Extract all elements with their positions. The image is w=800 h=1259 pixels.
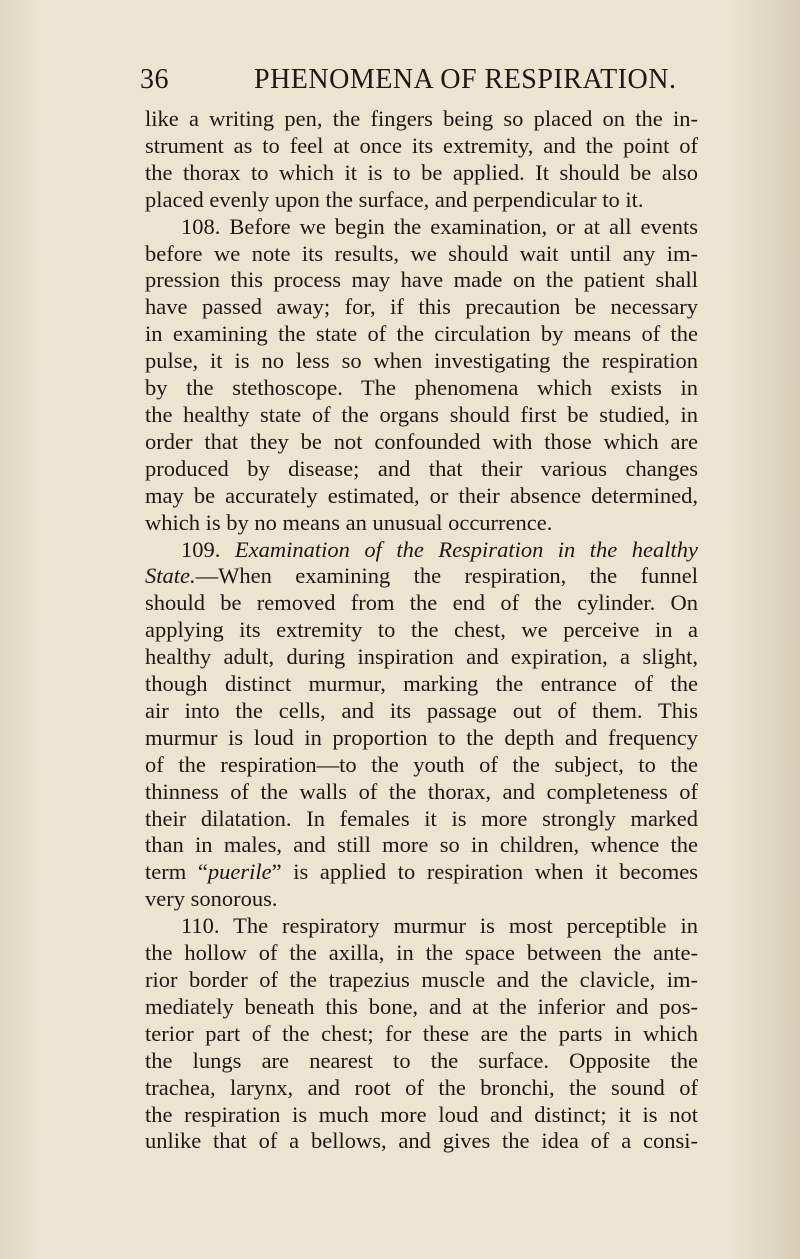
body-text [145,106,698,1155]
text-fragment: term “ [145,859,208,885]
paragraph-108-start: 108. Before we begin the examination, or at all events [181,213,698,239]
text-line: pulse, it is no less so when investigating the respiration [145,348,698,374]
section-text: —When examining the respiration, the funnel [195,563,698,589]
text-line: should be removed from the end of the cylinder. On [145,590,698,616]
page-number: 36 [140,64,169,95]
text-line: in examining the state of the circulation by means of the [145,321,698,347]
text-line: which is by no means an unusual occurrence. [145,509,553,535]
text-line: the hollow of the axilla, in the space between the ante- [145,940,698,966]
page-header [140,64,700,104]
section-number: 109. [181,536,221,562]
text-line: mediately beneath this bone, and at the inferior and pos- [145,993,698,1019]
text-line: produced by disease; and that their various changes [145,455,698,481]
text-line: their dilatation. In females it is more strongly marked [145,805,698,831]
text-line: before we note its results, we should wait until any im- [145,240,698,266]
text-line: trachea, larynx, and root of the bronchi, the sound of [145,1074,698,1100]
section-heading-end: State. [145,563,196,589]
text-line: applying its extremity to the chest, we perceive in a [145,617,698,643]
text-fragment: ” is applied to respiration when it becomes [271,859,698,885]
italic-term: puerile [207,859,272,885]
text-line-with-italic [145,859,698,886]
text-line: like a writing pen, the fingers being so placed on the in- [145,106,698,131]
page-gutter-shadow [0,0,40,1259]
text-line: placed evenly upon the surface, and perpendicular to it. [145,186,644,212]
text-line: pression this process may have made on the patient shall [145,267,698,293]
text-line: order that they be not confounded with those which are [145,428,698,454]
text-line: by the stethoscope. The phenomena which exists in [145,375,698,401]
paragraph-109-heading-line [145,537,698,564]
text-line: thinness of the walls of the thorax, and completeness of [145,778,698,804]
text-line: healthy adult, during inspiration and expiration, a slight, [145,644,698,670]
section-heading: Examination of the Respiration in the healthy [234,536,698,562]
text-line: the thorax to which it is to be applied. It should be also [145,159,698,185]
text-line: the lungs are nearest to the surface. Opposite the [145,1047,698,1073]
paragraph-109-text-line [145,563,698,590]
running-title: PHENOMENA OF RESPIRATION. [254,64,677,95]
text-line: of the respiration—to the youth of the subject, to the [145,751,698,777]
paragraph-110-start: 110. The respiratory murmur is most perceptible in [181,913,698,939]
text-line: murmur is loud in proportion to the depth and frequency [145,724,698,750]
text-line: may be accurately estimated, or their absence determined, [145,482,698,508]
text-line: have passed away; for, if this precaution be necessary [145,294,698,320]
text-line: than in males, and still more so in children, whence the [145,832,698,858]
text-line: the respiration is much more loud and distinct; it is not [145,1101,698,1127]
text-line: the healthy state of the organs should first be studied, in [145,401,698,427]
page-edge-shadow [730,0,800,1259]
text-line: unlike that of a bellows, and gives the idea of a consi- [145,1128,698,1154]
text-line: air into the cells, and its passage out of them. This [145,697,698,723]
text-line: strument as to feel at once its extremity, and the point of [145,132,698,158]
text-line: terior part of the chest; for these are the parts in which [145,1020,698,1046]
text-line: though distinct murmur, marking the entrance of the [145,671,698,697]
text-line: very sonorous. [145,886,278,912]
text-line: rior border of the trapezius muscle and the clavicle, im- [145,967,698,992]
